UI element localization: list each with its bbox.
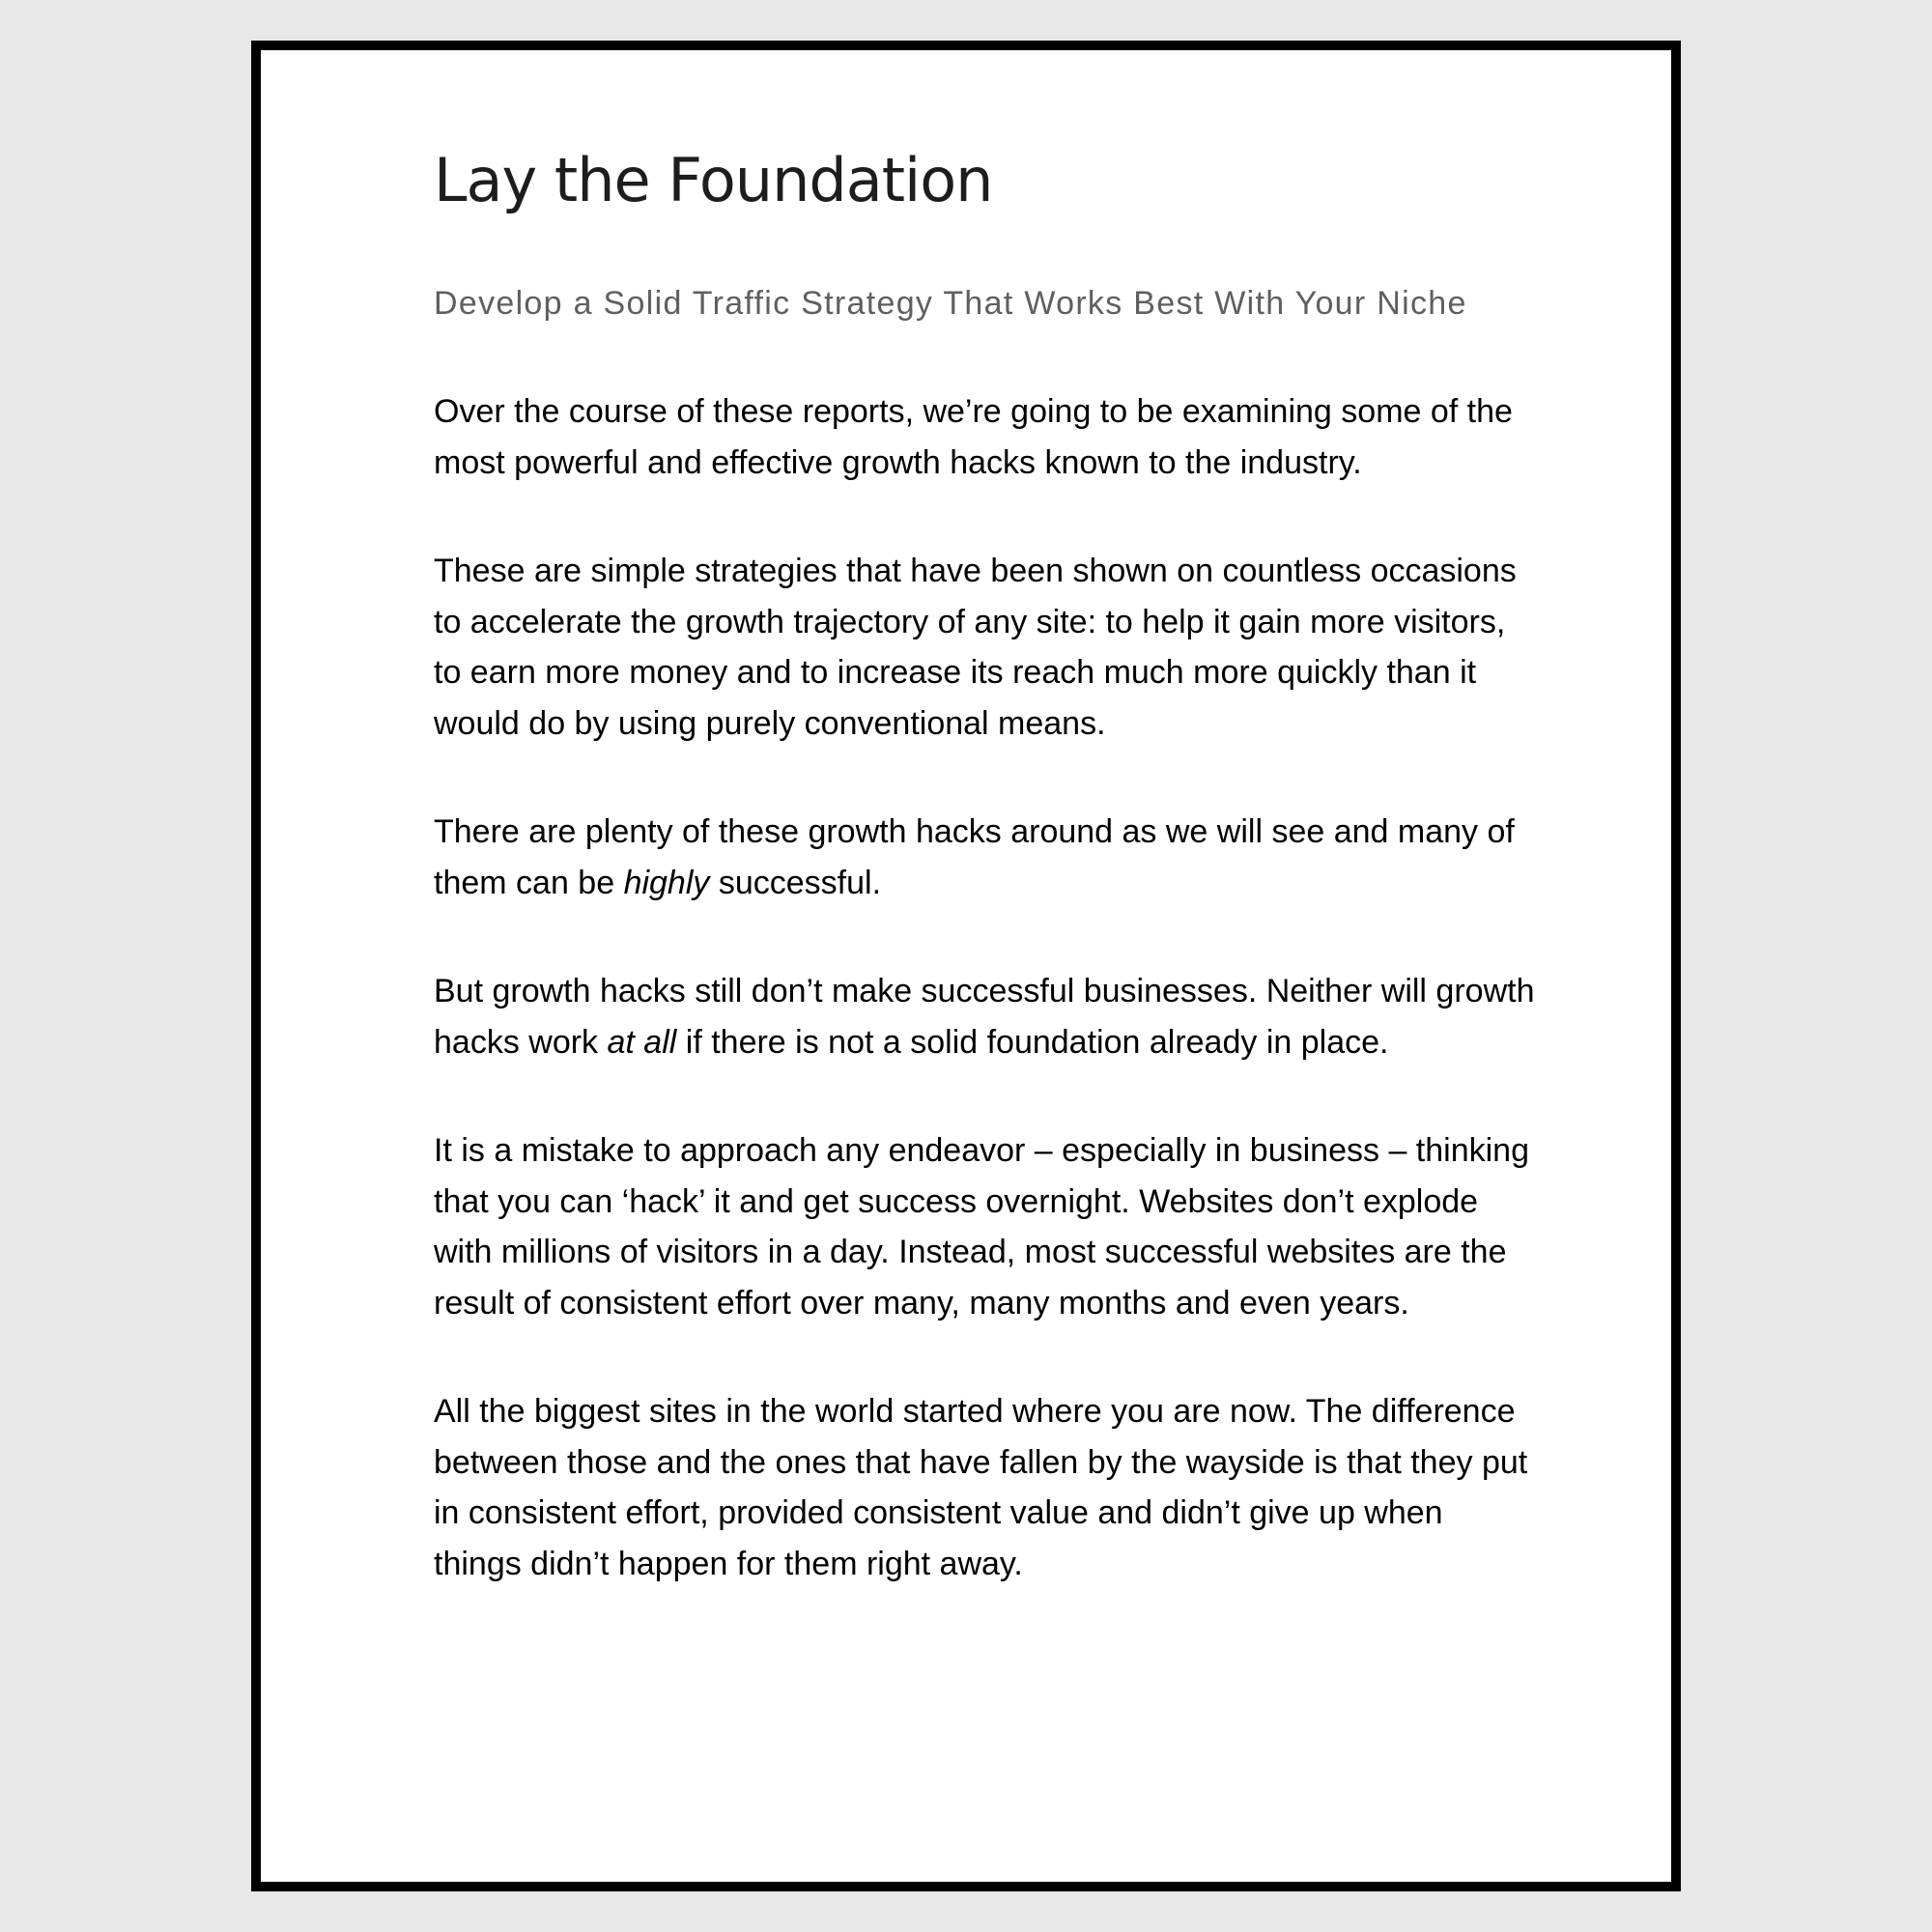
paragraph-3-emphasis: highly <box>623 864 710 901</box>
paragraph-1: Over the course of these reports, we’re going to be examining some of the most powerful and effective growth hacks known to the industry. <box>434 393 1513 481</box>
paragraph-4-text-after: if there is not a solid foundation already in place. <box>676 1023 1389 1061</box>
paragraph-5: It is a mistake to approach any endeavor – especially in business – thinking that you can ‘hack’ it and get success overnight. Websites don’t explode with millions of visitors in a day. Instead, most successful websites are the result of consistent effort over many, many months and even years. <box>434 1132 1529 1321</box>
paragraph-3-text-after: successful. <box>709 864 882 901</box>
paragraph-4-text-before: But growth hacks still don’t make successful businesses. Neither will growth hacks work <box>434 973 1535 1061</box>
paragraph-6: All the biggest sites in the world started where you are now. The difference between those and the ones that have fallen by the wayside is that they put in consistent effort, provided consistent value and didn’t give up when things didn’t happen for them right away. <box>434 1393 1528 1582</box>
page-title: Lay the Foundation <box>434 145 993 215</box>
paragraph-4 <box>434 966 1535 1067</box>
page-content <box>434 145 1535 1589</box>
paragraph-2: These are simple strategies that have been shown on countless occasions to accelerate the growth trajectory of any site: to help it gain more visitors, to earn more money and to increase its reach much more quickly than it would do by using purely conventional means. <box>434 553 1517 742</box>
paragraph-4-emphasis: at all <box>607 1023 677 1061</box>
paragraph-3 <box>434 807 1535 908</box>
document-page <box>251 41 1681 1891</box>
page-subtitle: Develop a Solid Traffic Strategy That Works Best With Your Niche <box>434 285 1467 323</box>
paragraph-3-text-before: There are plenty of these growth hacks around as we will see and many of them can be <box>434 813 1515 901</box>
